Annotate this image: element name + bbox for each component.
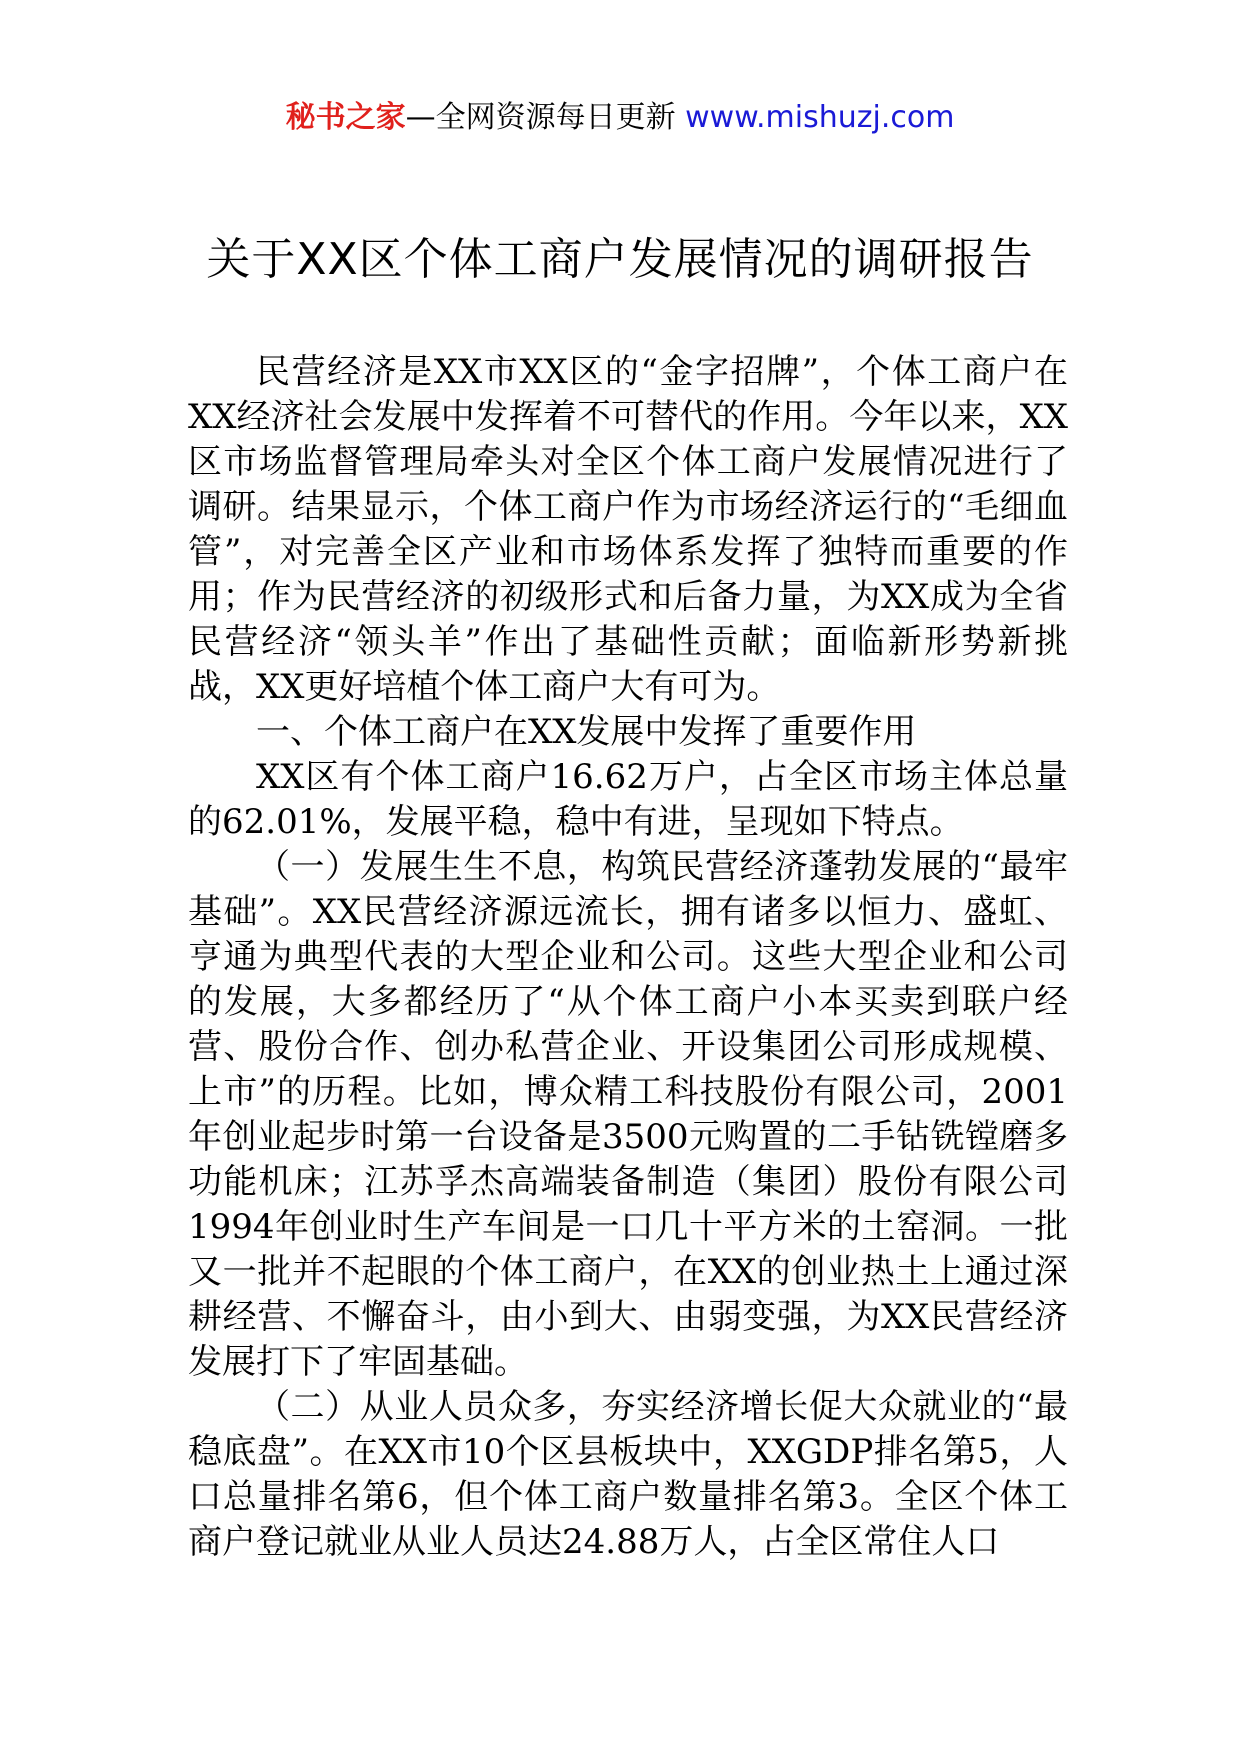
page-header [0, 98, 1240, 138]
section-heading-1: 一、个体工商户在XX发展中发挥了重要作用 [256, 712, 917, 752]
paragraph-overview: XX区有个体工商户16.62万户，占全区市场主体总量的62.01%，发展平稳，稳中有进，呈现如下特点。 [188, 757, 1068, 842]
document-body [188, 350, 1068, 1565]
website-link[interactable]: www.mishuzj.com [685, 100, 955, 135]
paragraph-intro: 民营经济是XX市XX区的“金字招牌”，个体工商户在XX经济社会发展中发挥着不可替代的作用。今年以来，XX区市场监督管理局牵头对全区个体工商户发展情况进行了调研。结果显示，个体工商户作为市场经济运行的“毛细血管”，对完善全区产业和市场体系发挥了独特而重要的作用；作为民营经济的初级形式和后备力量，为XX成为全省民营经济“领头羊”作出了基础性贡献；面临新形势新挑战，XX更好培植个体工商户大有可为。 [188, 352, 1068, 707]
paragraph-point-1: （一）发展生生不息，构筑民营经济蓬勃发展的“最牢基础”。XX民营经济源远流长，拥有诸多以恒力、盛虹、亨通为典型代表的大型企业和公司。这些大型企业和公司的发展，大多都经历了“从个体工商户小本买卖到联户经营、股份合作、创办私营企业、开设集团公司形成规模、上市”的历程。比如，博众精工科技股份有限公司，2001年创业起步时第一台设备是3500元购置的二手钻铣镗磨多功能机床；江苏孚杰高端装备制造（集团）股份有限公司1994年创业时生产车间是一口几十平方米的土窑洞。一批又一批并不起眼的个体工商户，在XX的创业热土上通过深耕经营、不懈奋斗，由小到大、由弱变强，为XX民营经济发展打下了牢固基础。 [188, 847, 1068, 1382]
paragraph-point-2: （二）从业人员众多，夯实经济增长促大众就业的“最稳底盘”。在XX市10个区县板块中，XXGDP排名第5，人口总量排名第6，但个体工商户数量排名第3。全区个体工商户登记就业从业人员达24.88万人，占全区常住人口 [188, 1387, 1068, 1562]
brand-name: 秘书之家 [285, 100, 406, 135]
document-title: 关于XX区个体工商户发展情况的调研报告 [206, 234, 1034, 285]
header-slogan: —全网资源每日更新 [405, 100, 686, 135]
